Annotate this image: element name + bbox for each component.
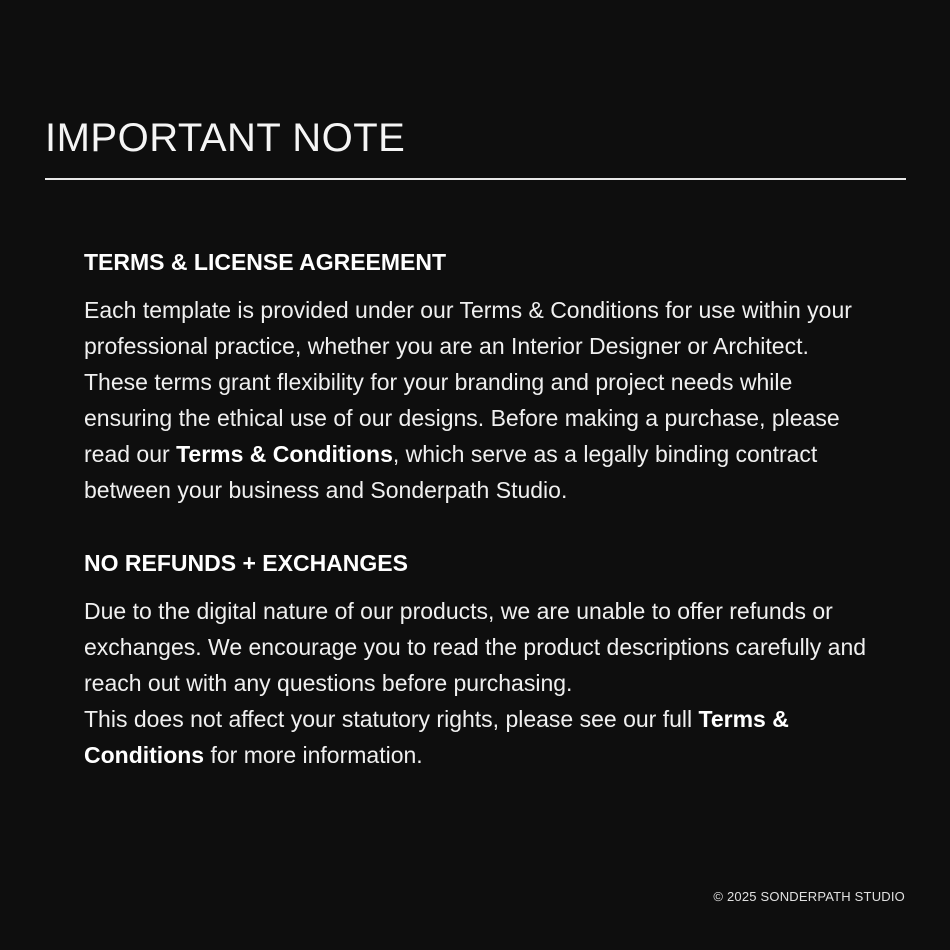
no-refunds-text-line1: Due to the digital nature of our products, we are unable to offer refunds or exchanges. We encourage you to read the product descriptions carefully and reach out with any questions before purchasing.	[84, 598, 867, 696]
no-refunds-heading: NO REFUNDS + EXCHANGES	[84, 550, 408, 576]
terms-license-paragraph	[84, 292, 874, 508]
terms-license-text-start: Each template is provided under our Terms & Conditions for use within your professional practice, whether you are an Interior Designer or Architect. These terms grant flexibility for your branding and project needs while ensuring the ethical use of our designs. Before making a purchase, please read our	[84, 297, 852, 467]
no-refunds-text-start: This does not affect your statutory rights, please see our full	[84, 706, 699, 732]
no-refunds-section	[84, 547, 874, 773]
terms-license-heading: TERMS & LICENSE AGREEMENT	[84, 249, 447, 275]
terms-conditions-link-2[interactable]: Terms & Conditions	[84, 706, 789, 768]
title-divider	[45, 178, 906, 180]
no-refunds-text-end: for more information.	[204, 742, 423, 768]
terms-license-section	[84, 246, 874, 508]
terms-conditions-link[interactable]: Terms & Conditions	[176, 441, 393, 467]
no-refunds-paragraph	[84, 593, 874, 773]
page-title: IMPORTANT NOTE	[45, 116, 406, 160]
copyright-footer: © 2025 SONDERPATH STUDIO	[713, 889, 905, 904]
terms-license-text-end: , which serve as a legally binding contract between your business and Sonderpath Studio.	[84, 441, 818, 503]
